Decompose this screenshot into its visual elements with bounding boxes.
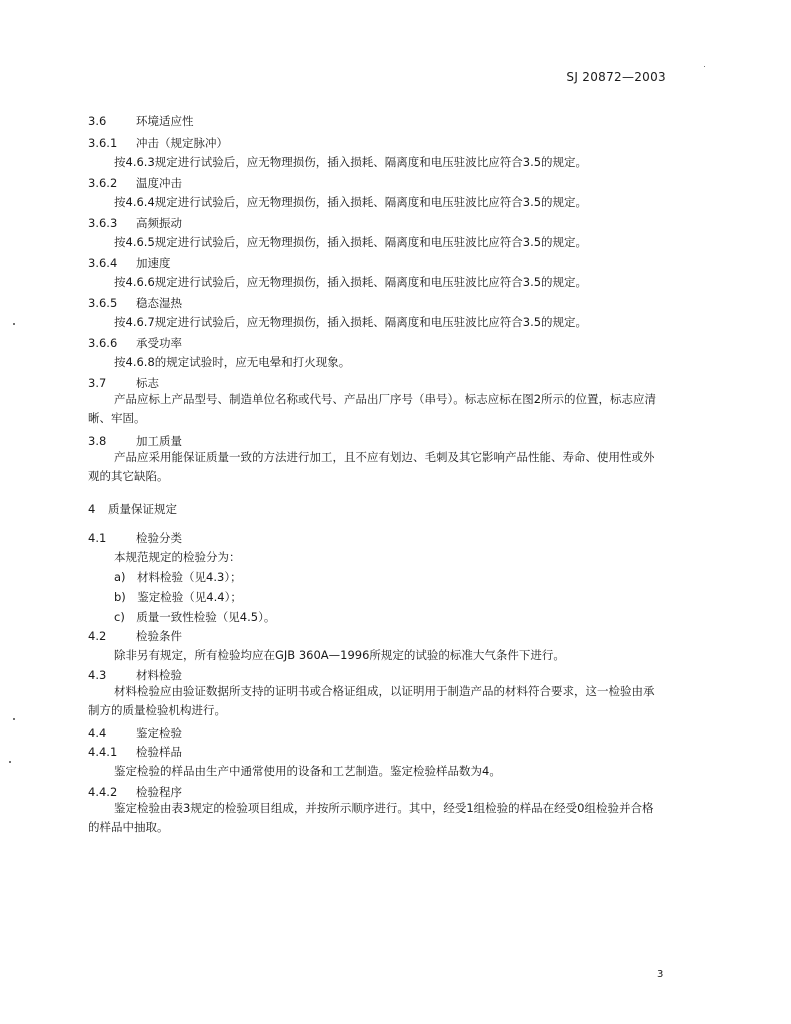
section-body: 按4.6.4规定进行试验后，应无物理损伤，插入损耗、隔离度和电压驻波比应符合3.5的规定。 bbox=[114, 195, 588, 209]
scan-speck bbox=[704, 66, 705, 67]
section-body: 除非另有规定，所有检验均应在GJB 360A—1996所规定的试验的标准大气条件下进行。 bbox=[114, 648, 565, 662]
section-body: 产品应采用能保证质量一致的方法进行加工，且不应有划边、毛刺及其它影响产品性能、寿命、使用性或外观的其它缺陷。 bbox=[88, 450, 655, 483]
document-header-code: SJ 20872—2003 bbox=[566, 70, 666, 84]
list-item: b) 鉴定检验（见4.4）； bbox=[114, 590, 242, 604]
section-heading: 3.8 加工质量 bbox=[88, 434, 182, 448]
section-heading: 3.6.5 稳态湿热 bbox=[88, 296, 182, 310]
section-body: 产品应标上产品型号、制造单位名称或代号、产品出厂序号（串号）。标志应标在图2所示的位置，标志应清晰、牢固。 bbox=[88, 392, 657, 425]
section-heading: 3.6.2 温度冲击 bbox=[88, 176, 182, 190]
section-body: 按4.6.5规定进行试验后，应无物理损伤，插入损耗、隔离度和电压驻波比应符合3.5的规定。 bbox=[114, 235, 588, 249]
section-heading: 4.4 鉴定检验 bbox=[88, 726, 182, 740]
section-body: 按4.6.8的规定试验时，应无电晕和打火现象。 bbox=[114, 355, 351, 369]
section-body: 按4.6.6规定进行试验后，应无物理损伤，插入损耗、隔离度和电压驻波比应符合3.5的规定。 bbox=[114, 275, 588, 289]
section-heading: 3.6 环境适应性 bbox=[88, 114, 194, 128]
section-heading: 3.7 标志 bbox=[88, 376, 159, 390]
section-heading: 4.2 检验条件 bbox=[88, 629, 182, 643]
section-body: 鉴定检验的样品由生产中通常使用的设备和工艺制造。鉴定检验样品数为4。 bbox=[114, 764, 501, 778]
page-number: 3 bbox=[657, 969, 664, 980]
section-heading: 3.6.6 承受功率 bbox=[88, 336, 182, 350]
section-body: 鉴定检验由表3规定的检验项目组成，并按所示顺序进行。其中，经受1组检验的样品在经受0组检验并合格的样品中抽取。 bbox=[88, 801, 654, 834]
list-item: c) 质量一致性检验（见4.5）。 bbox=[114, 610, 276, 624]
list-item: a) 材料检验（见4.3）； bbox=[114, 570, 242, 584]
section-heading: 3.6.3 高频振动 bbox=[88, 216, 182, 230]
scan-speck bbox=[9, 761, 11, 763]
section-heading: 4.4.2 检验程序 bbox=[88, 785, 182, 799]
chapter-heading: 4 质量保证规定 bbox=[88, 502, 177, 516]
scan-speck bbox=[13, 323, 15, 325]
section-heading: 4.4.1 检验样品 bbox=[88, 745, 182, 759]
section-heading: 3.6.4 加速度 bbox=[88, 256, 171, 270]
section-body: 本规范规定的检验分为： bbox=[114, 550, 241, 564]
section-body: 按4.6.7规定进行试验后，应无物理损伤，插入损耗、隔离度和电压驻波比应符合3.5的规定。 bbox=[114, 315, 588, 329]
section-heading: 4.1 检验分类 bbox=[88, 531, 182, 545]
section-body: 材料检验应由验证数据所支持的证明书或合格证组成，以证明用于制造产品的材料符合要求，这一检验由承制方的质量检验机构进行。 bbox=[88, 684, 655, 717]
section-heading: 3.6.1 冲击（规定脉冲） bbox=[88, 136, 228, 150]
section-heading: 4.3 材料检验 bbox=[88, 668, 182, 682]
scan-speck bbox=[13, 718, 15, 720]
section-body: 按4.6.3规定进行试验后，应无物理损伤，插入损耗、隔离度和电压驻波比应符合3.5的规定。 bbox=[114, 155, 588, 169]
